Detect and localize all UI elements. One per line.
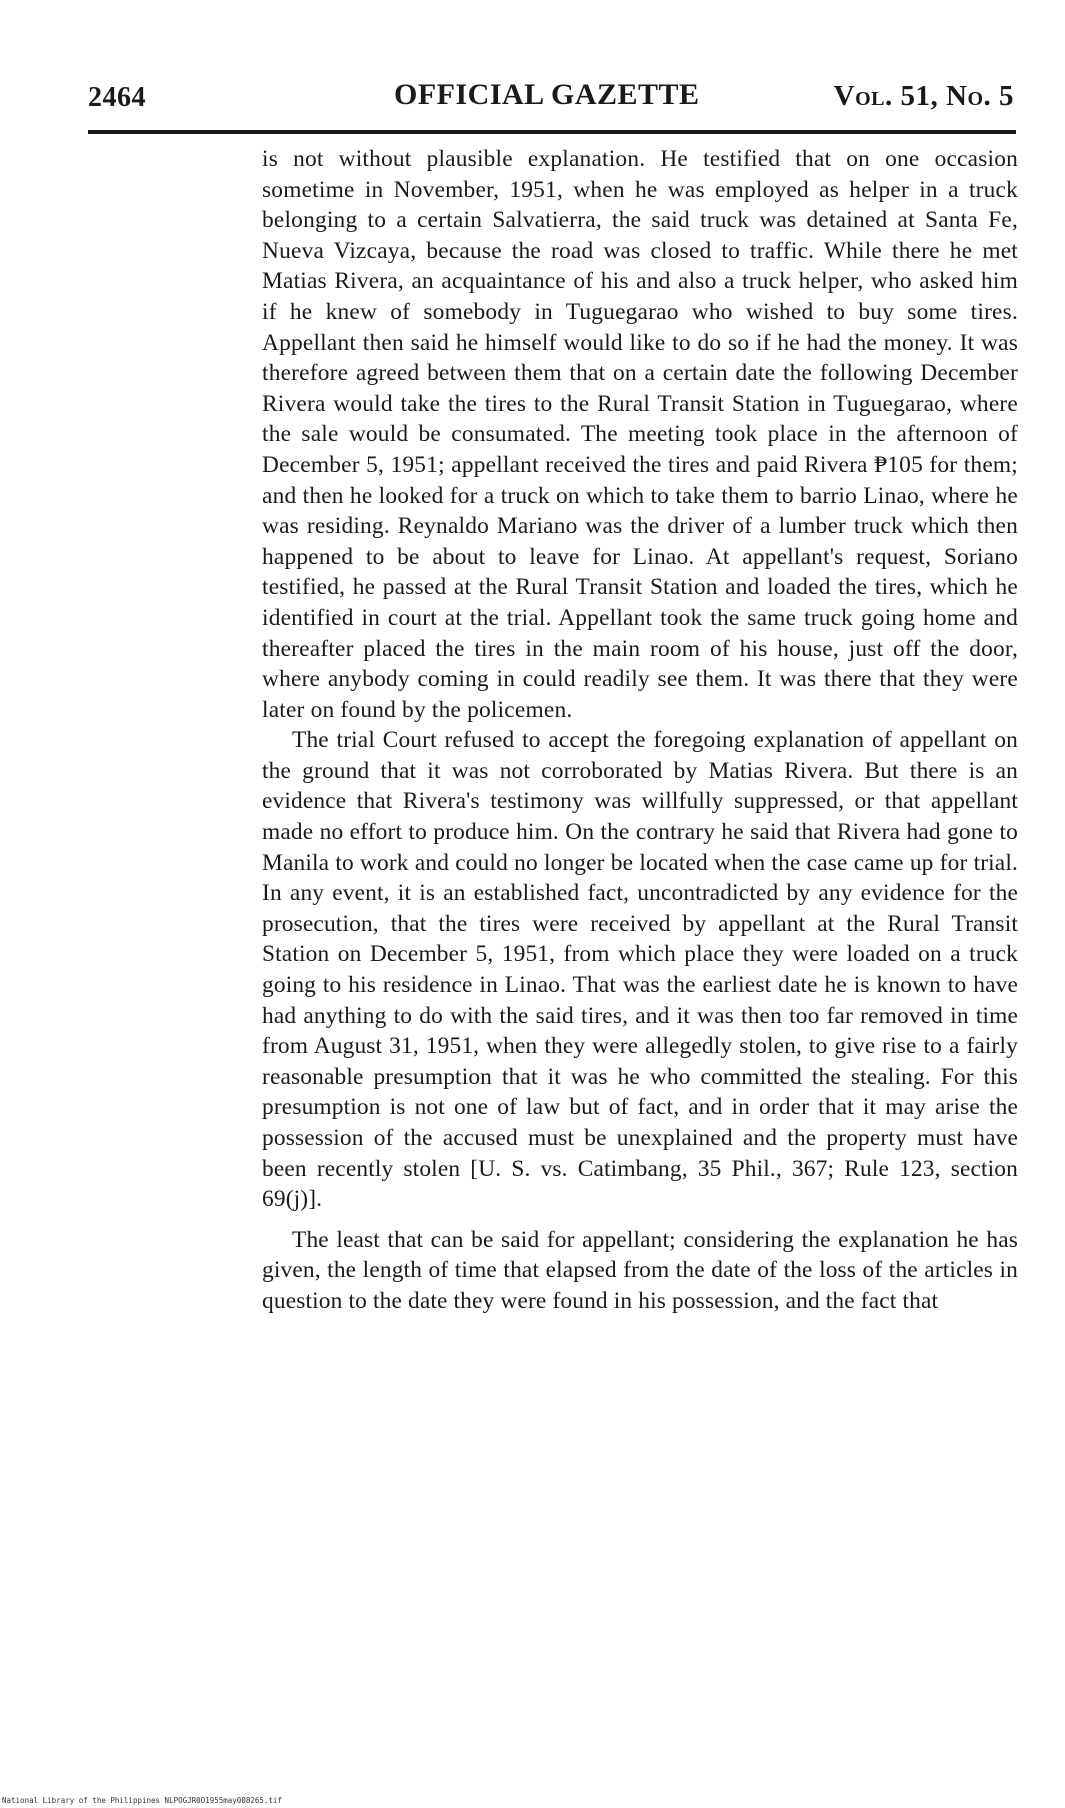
header-rule	[88, 130, 1016, 134]
journal-title: OFFICIAL GAZETTE	[394, 78, 700, 111]
page-number: 2464	[88, 82, 146, 113]
volume-label: Vol. 51, No. 5	[833, 80, 1014, 112]
scan-footer: National Library of the Philippines NLPOGJR0O1955may008265.tif	[2, 1796, 282, 1805]
paragraph-2: The trial Court refused to accept the foregoing explanation of appellant on the ground that it was not corroborated by Matias Rivera. But there is an evidence that Rivera's testimony was willfully suppressed, or that appellant made no effort to produce him. On the contrary he said that Rivera had gone to Manila to work and could no longer be located when the case came up for trial. In any event, it is an established fact, uncontradicted by any evidence for the prosecution, that the tires were received by appellant at the Rural Transit Station on December 5, 1951, from which place they were loaded on a truck going to his residence in Linao. That was the earliest date he is known to have had anything to do with the said tires, and it was then too far removed in time from August 31, 1951, when they were allegedly stolen, to give rise to a fairly reasonable presumption that it was he who committed the stealing. For this presumption is not one of law but of fact, and in order that it may arise the possession of the accused must be unexplained and the property must have been recently stolen [U. S. vs. Catimbang, 35 Phil., 367; Rule 123, section 69(j)].	[262, 727, 1018, 1213]
paragraph-1: is not without plausible explanation. He testified that on one occasion sometime in November, 1951, when he was employed as helper in a truck belonging to a certain Salvatierra, the said truck was detained at Santa Fe, Nueva Vizcaya, because the road was closed to traffic. While there he met Matias Rivera, an acquaintance of his and also a truck helper, who asked him if he knew of somebody in Tuguegarao who wished to buy some tires. Appellant then said he himself would like to do so if he had the money. It was therefore agreed between them that on a certain date the following December Rivera would take the tires to the Rural Transit Station in Tuguegarao, where the sale would be consumated. The meeting took place in the afternoon of December 5, 1951; appellant received the tires and paid Rivera ₱105 for them; and then he looked for a truck on which to take them to barrio Linao, where he was residing. Reynaldo Mariano was the driver of a lumber truck which then happened to be about to leave for Linao. At appellant's request, Soriano testified, he passed at the Rural Transit Station and loaded the tires, which he identified in court at the trial. Appellant took the same truck going home and thereafter placed the tires in the main room of his house, just off the door, where anybody coming in could readily see them. It was there that they were later on found by the policemen.	[262, 146, 1018, 723]
page-header	[88, 74, 1018, 124]
body-text	[262, 144, 1018, 1317]
paragraph-3: The least that can be said for appellant; considering the explanation he has given, the length of time that elapsed from the date of the loss of the articles in question to the date they were found in his possession, and the fact that	[262, 1226, 1018, 1314]
